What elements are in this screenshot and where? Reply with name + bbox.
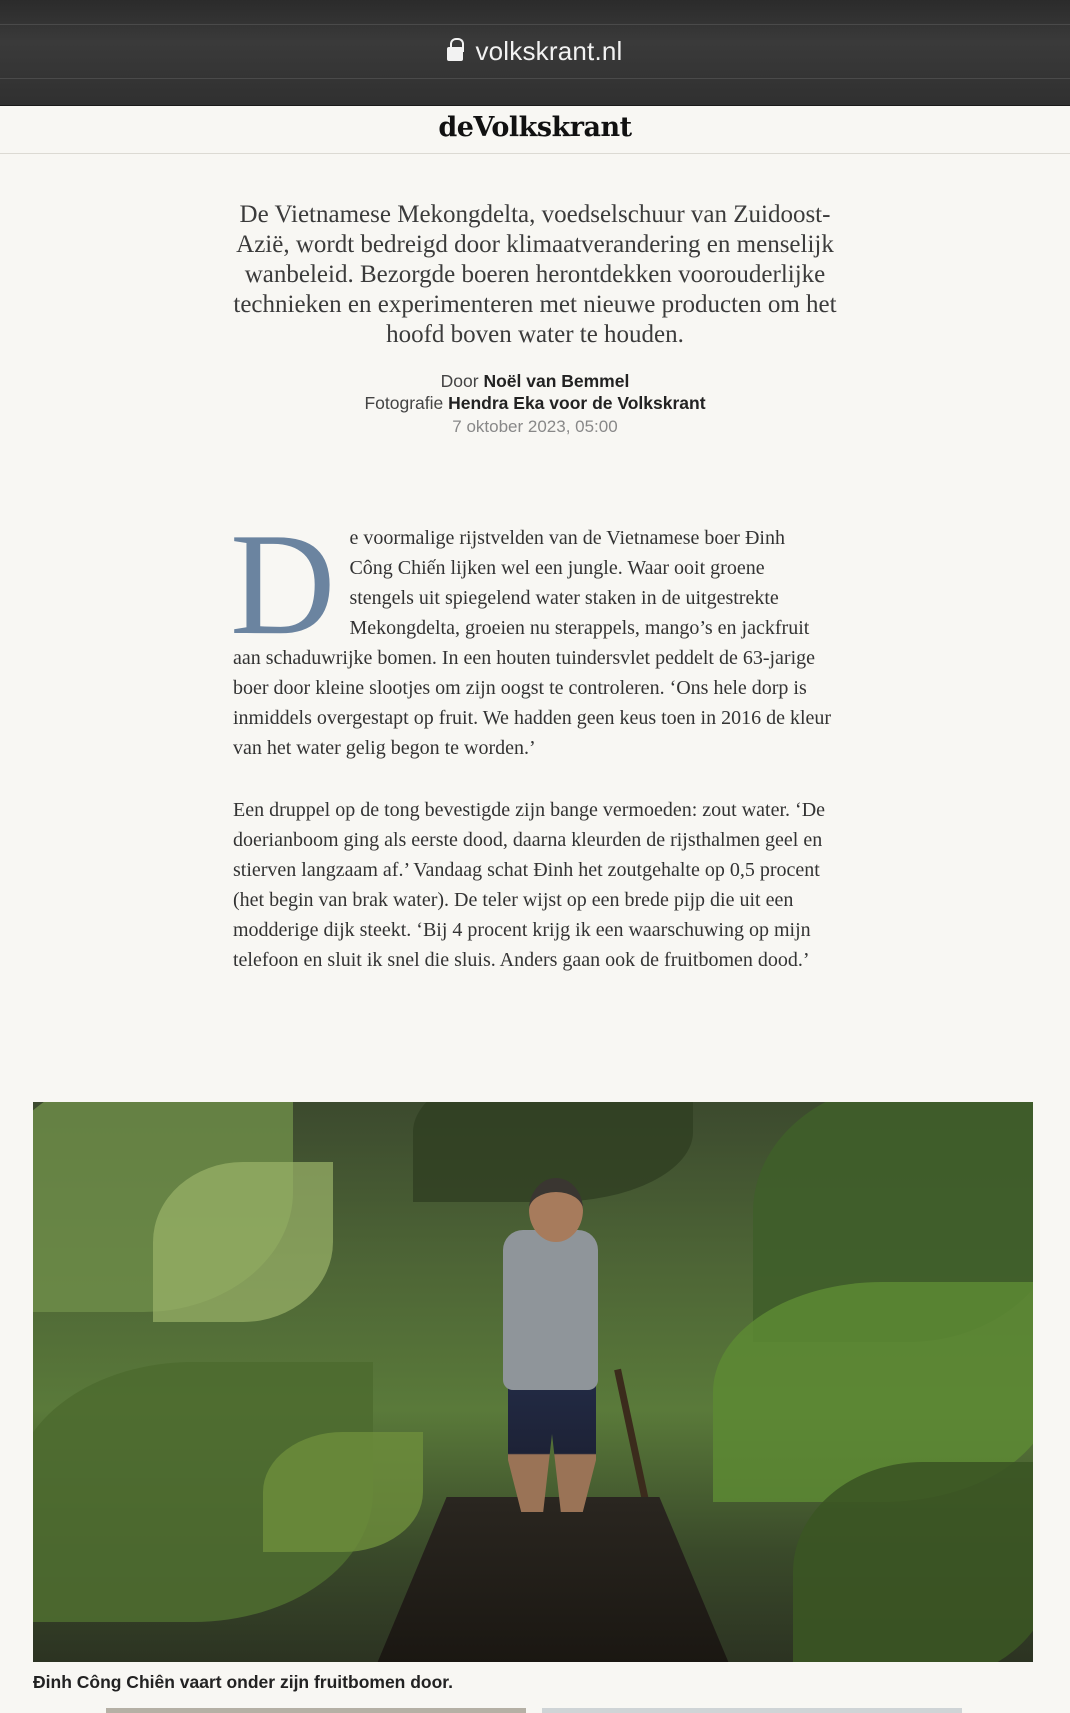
next-image-strip — [106, 1708, 526, 1713]
url-text: volkskrant.nl — [475, 36, 623, 66]
next-image-strip — [542, 1708, 962, 1713]
publish-date: 7 oktober 2023, 05:00 — [452, 417, 618, 436]
farmer-body — [503, 1230, 598, 1390]
photo-prefix: Fotografie — [364, 393, 444, 413]
toolbar-divider — [0, 78, 1070, 79]
author-link[interactable]: Noël van Bemmel — [483, 371, 630, 391]
photo-caption: Đinh Công Chiên vaart onder zijn fruitbomen door. — [33, 1672, 453, 1692]
article-body — [230, 503, 833, 1007]
site-logo[interactable]: deVolkskrant — [438, 112, 632, 143]
photographer-name: Hendra Eka voor de Volkskrant — [448, 393, 706, 413]
wooden-boat — [363, 1497, 743, 1662]
author-prefix: Door — [440, 371, 479, 391]
dropcap-letter: D — [230, 503, 336, 665]
browser-address-bar — [0, 0, 1070, 106]
farmer-head — [529, 1178, 583, 1242]
article-byline — [222, 370, 848, 438]
paragraph-1-text: e voormalige rijstvelden van de Vietnamese boer Đinh Công Chiến lijken wel een jungle. Waar ooit groene stengels uit spiegelend water staken in de uitgestrekte Mekongdelta, groeien nu sterappels, mango’s en jackfruit aan schaduwrijke bomen. In een houten tuindersvlet peddelt de 63-jarige boer door kleine slootjes om zijn oogst te controleren. ‘Ons hele dorp is inmiddels overgestapt op fruit. We hadden geen keus toen in 2016 de kleur van het water gelig begon te worden.’ — [233, 527, 832, 759]
paragraph-1 — [230, 503, 833, 763]
foliage-shape — [153, 1162, 333, 1322]
url-field[interactable] — [0, 36, 1070, 67]
author-line — [222, 370, 848, 392]
article-photo[interactable] — [33, 1102, 1033, 1662]
paragraph-2: Een druppel op de tong bevestigde zijn bange vermoeden: zout water. ‘De doerianboom ging als eerste dood, daarna kleurden de rijsthalmen geel en stierven langzaam af.’ Vandaag schat Đinh het zoutgehalte op 0,5 procent (het begin van brak water). De teler wijst op een brede pijp die uit een modderige dijk steekt. ‘Bij 4 procent krijg ik een waarschuwing op mijn telefoon en sluit ik snel die sluis. Anders gaan ook de fruitbomen dood.’ — [233, 799, 826, 971]
masthead — [0, 106, 1070, 154]
photographer-line — [222, 392, 848, 414]
farmer-legs — [508, 1382, 596, 1512]
toolbar-divider — [0, 24, 1070, 25]
article-intro: De Vietnamese Mekongdelta, voedselschuur van Zuidoost-Azië, wordt bedreigd door klimaatverandering en menselijk wanbeleid. Bezorgde boeren herontdekken voorouderlijke technieken en experimenteren met nieuwe producten om het hoofd boven water te houden. — [233, 201, 837, 348]
lock-icon — [447, 47, 463, 61]
foliage-shape — [263, 1432, 423, 1552]
